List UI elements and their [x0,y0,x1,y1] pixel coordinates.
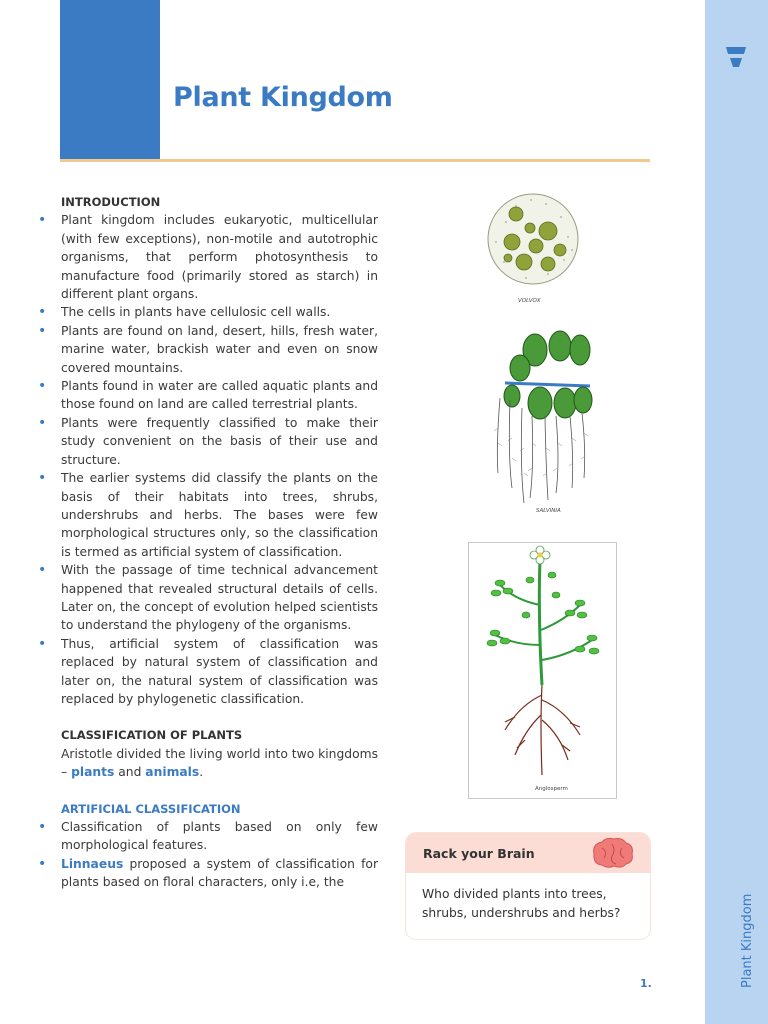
page-number: 1. [640,977,652,990]
page-title: Plant Kingdom [173,82,393,113]
keyword-plants: plants [71,765,115,780]
list-item: • Plants were frequently classified to make their study convenient on the basis of their use and structure. [38,414,378,469]
list-item: • Plant kingdom includes eukaryotic, multicellular (with few exceptions), non-motile and autotrophic organisms, that perform photosynthesis to manufacture food (primarily stored as starch) in different plant organs. [38,211,378,303]
keyword-linnaeus: Linnaeus [61,856,124,871]
brain-icon [588,836,636,870]
list-item: • Plants found in water are called aquatic plants and those found on land are called terrestrial plants. [38,377,378,414]
text-span: Aristotle divided the living world into two kingdoms – [61,746,378,780]
keyword-animals: animals [145,765,200,780]
list-item: • The earlier systems did classify the plants on the basis of their habitats into trees, shrubs, undershrubs and herbs. The bases were few morphological structures only, so the classification is termed as artificial system of classification. [38,469,378,561]
section-heading-classification: CLASSIFICATION OF PLANTS [61,728,243,743]
rack-header [406,833,650,873]
list-item [38,855,378,892]
main-content [38,193,378,892]
side-strip [705,0,768,1024]
list-item: • Plants are found on land, desert, hills, fresh water, marine water, brackish water and even on snow covered mountains. [38,322,378,377]
header-divider [60,159,650,162]
section-heading-introduction: INTRODUCTION [61,195,161,209]
classification-paragraph [38,745,378,782]
salvinia-illustration [490,328,600,508]
artificial-list [38,818,378,892]
rack-question: Who divided plants into trees, shrubs, undershrubs and herbs? [422,887,621,920]
rack-your-brain-box [406,833,650,939]
text-span: and [114,765,146,780]
rack-title: Rack your Brain [423,846,535,861]
angiosperm-illustration [470,545,615,785]
figure-caption-salvinia: SALVINIA [536,508,561,514]
list-item: • Classification of plants based on only few morphological features. [38,818,378,855]
figure-caption-volvox: VOLVOX [518,298,541,304]
section-heading-artificial: ARTIFICIAL CLASSIFICATION [61,801,241,816]
list-item: • Thus, artificial system of classification was replaced by natural system of classification and later on, the natural system of classification was replaced by phylogenetic classification. [38,635,378,709]
side-label: Plant Kingdom [740,893,755,988]
text-span: proposed a system of classification for plants based on floral characters, only i.e, the [61,856,378,890]
list-item: • With the passage of time technical advancement happened that revealed structural details of cells. Later on, the concept of evolution helped scientists to understand the phylogeny of the organisms. [38,561,378,635]
text-span: . [199,765,204,780]
introduction-list [38,211,378,708]
header-color-block [60,0,160,160]
figure-caption-angiosperm: Angiosperm [535,786,568,792]
volvox-illustration [486,192,580,292]
logo-icon [724,45,748,71]
list-item: • The cells in plants have cellulosic cell walls. [38,303,378,321]
